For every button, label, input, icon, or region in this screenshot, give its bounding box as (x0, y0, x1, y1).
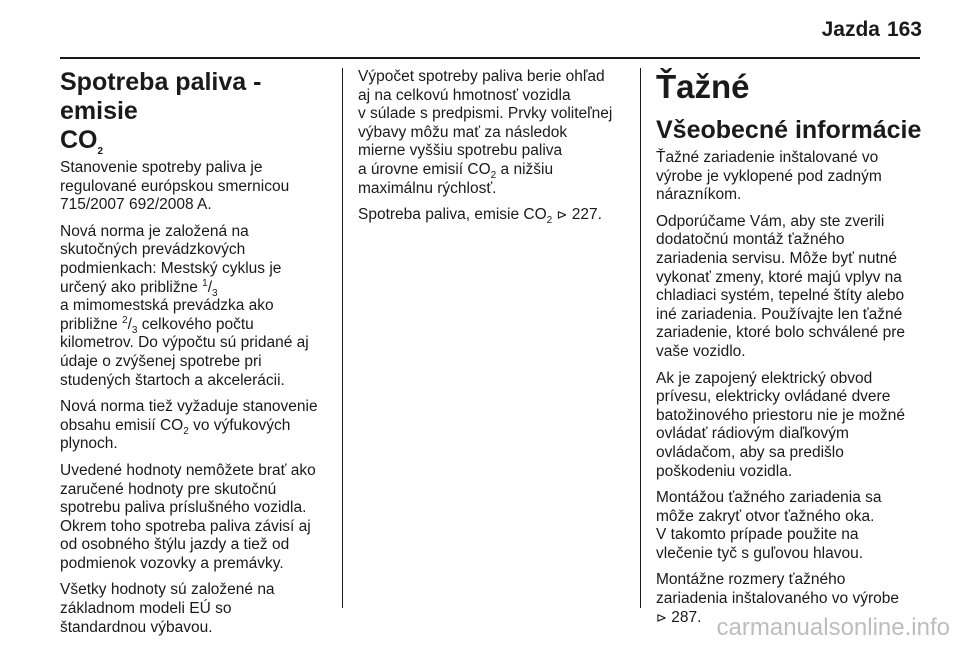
text-line: Odporúčame Vám, aby ste zverili (656, 212, 885, 230)
text-line: 715/2007 692/2008 A. (60, 196, 212, 214)
text-line: celkového počtu (137, 315, 254, 333)
column-2 (358, 68, 630, 233)
text-line: chladiaci systém, tepelné štíty alebo (656, 287, 905, 305)
text-line: určený ako približne (60, 278, 203, 296)
text-line: Výpočet spotreby paliva berie ohľad (358, 68, 605, 85)
text-line: Nová norma tiež vyžaduje stanovenie (60, 398, 318, 416)
text-line: Montážne rozmery ťažného (656, 571, 846, 589)
text-line: môže zakryť otvor ťažného oka. (656, 507, 875, 525)
text-line: Nová norma je založená na (60, 222, 249, 240)
text-line: údaje o zvýšenej spotrebe pri (60, 352, 262, 370)
co2-subscript: 2 (546, 215, 553, 227)
text-line: regulované európskou smernicou (60, 177, 290, 195)
text-line: spotrebu paliva príslušného vozidla. (60, 499, 307, 517)
text-line: V takomto prípade použite na (656, 526, 859, 544)
text-line: vaše vozidlo. (656, 342, 746, 360)
text-line: poškodeniu vozidla. (656, 462, 793, 480)
fraction-numerator: 2 (122, 314, 128, 326)
text-line: prívesu, elektricky ovládané dvere (656, 388, 891, 406)
text-line: Stanovenie spotreby paliva je (60, 159, 263, 176)
text-line: iné zariadenia. Používajte len ťažné (656, 305, 903, 323)
paragraph-basis (60, 581, 332, 637)
text-line: vo výfukových (188, 416, 291, 434)
text-line: Ak je zapojený elektrický obvod (656, 369, 873, 387)
fraction-denominator: 3 (212, 287, 218, 299)
text-line: studených štartoch a akcelerácii. (60, 371, 285, 389)
text-line: približne (60, 315, 123, 333)
text-line: maximálnu rýchlosť. (358, 179, 497, 197)
page-reference-link[interactable]: 287. (666, 608, 702, 626)
text-line: v súlade s predpismi. Prvky voliteľnej (358, 105, 613, 123)
text-line: dodatočnú montáž ťažného (656, 231, 845, 249)
paragraph-electrical (656, 370, 928, 482)
text-line: ovládať rádiovým diaľkovým (656, 425, 849, 443)
text-line: výrobe je vyklopené pod zadným (656, 167, 882, 185)
text-line: štandardnou výbavou. (60, 618, 213, 636)
text-line: plynoch. (60, 435, 118, 453)
text-line: nárazníkom. (656, 186, 742, 204)
page-number: 163 (886, 18, 922, 41)
section-heading-general-info: Všeobecné informácie (656, 116, 922, 144)
paragraph-co2-norm (60, 398, 332, 454)
paragraph-weight (358, 68, 630, 198)
text-line: Spotreba paliva, emisie CO (358, 206, 547, 224)
text-line: od osobného štýlu jazdy a tiež od (60, 536, 290, 554)
page-reference-link[interactable]: 227. (567, 206, 602, 224)
text-line: batožinového priestoru nie je možné (656, 406, 906, 424)
fraction-numerator: 1 (202, 277, 208, 289)
text-line: a mimomestská prevádzka ako (60, 297, 274, 315)
text-line: zariadenia servisu. Môže byť nutné (656, 249, 898, 267)
text-line: podmienok vozovky a premávky. (60, 554, 284, 572)
column-divider-1 (342, 68, 343, 608)
header-rule (60, 57, 920, 59)
column-divider-2 (640, 68, 641, 608)
chapter-title: Ťažné (656, 68, 750, 105)
section-heading-fuel-emissions (60, 68, 332, 155)
paragraph-reference (358, 206, 630, 225)
column-3 (656, 68, 928, 635)
text-line: zariadenia inštalovaného vo výrobe (656, 590, 899, 608)
text-line: ovládačom, aby sa predišlo (656, 443, 844, 461)
text-line: aj na celkovú hmotnosť vozidla (358, 86, 571, 104)
text-line: Ťažné zariadenie inštalované vo (656, 149, 879, 166)
column-1 (60, 68, 332, 645)
text-line: Montážou ťažného zariadenia sa (656, 489, 882, 507)
text-line: zaručené hodnoty pre skutočnú (60, 480, 277, 498)
paragraph-factory-towbar (656, 149, 928, 205)
text-line: obsahu emisií CO (60, 416, 184, 434)
text-line: základnom modeli EÚ so (60, 600, 232, 618)
text-line: Všetky hodnoty sú založené na (60, 581, 275, 599)
paragraph-recommendation (656, 213, 928, 362)
text-line: Uvedené hodnoty nemôžete brať ako (60, 461, 316, 479)
text-line: výbavy môžu mať za následok (358, 123, 568, 141)
paragraph-disclaimer (60, 462, 332, 574)
watermark: carmanualsonline.info (716, 614, 950, 641)
heading-text: Spotreba paliva - emisie (60, 68, 262, 125)
text-line: vykonať zmeny, ktoré majú vplyv na (656, 268, 902, 286)
paragraph-regulation (60, 159, 332, 215)
co2-subscript: 2 (490, 170, 497, 182)
heading-co: CO (60, 126, 98, 154)
text-line: skutočných prevádzkových (60, 241, 246, 259)
text-line: vlečenie tyč s guľovou hlavou. (656, 544, 864, 562)
heading-co-sub: 2 (97, 146, 104, 157)
text-line: a nižšiu (496, 160, 554, 178)
text-line: kilometrov. Do výpočtu sú pridané aj (60, 334, 309, 352)
text-line: mierne vyššiu spotrebu paliva (358, 142, 563, 160)
page-reference-arrow-icon: ⊳ (556, 207, 568, 223)
header-title: Jazda (821, 18, 880, 41)
page-reference-arrow-icon: ⊳ (656, 609, 667, 625)
text-line: podmienkach: Mestský cyklus je (60, 259, 282, 277)
text-line: a úrovne emisií CO (358, 160, 491, 178)
fraction-denominator: 3 (131, 324, 138, 336)
text-line: zariadenie, ktoré bolo schválené pre (656, 324, 906, 342)
paragraph-towing-eye (656, 489, 928, 563)
paragraph-new-norm: Nová norma je založená na skutočných prevádzkových podmienkach: Mestský cyklus je určený ako približne $^1/_3$ a mimomestská prevádzka ako približne $^2/_3$ celkového počtu kilometrov. Do výpočtu sú pridané aj údaje o zvýšenej spotrebe pri studených štartoch a akcelerácii. (60, 222, 309, 389)
co2-subscript: 2 (183, 425, 189, 437)
text-line: Okrem toho spotreba paliva závisí aj (60, 517, 311, 535)
